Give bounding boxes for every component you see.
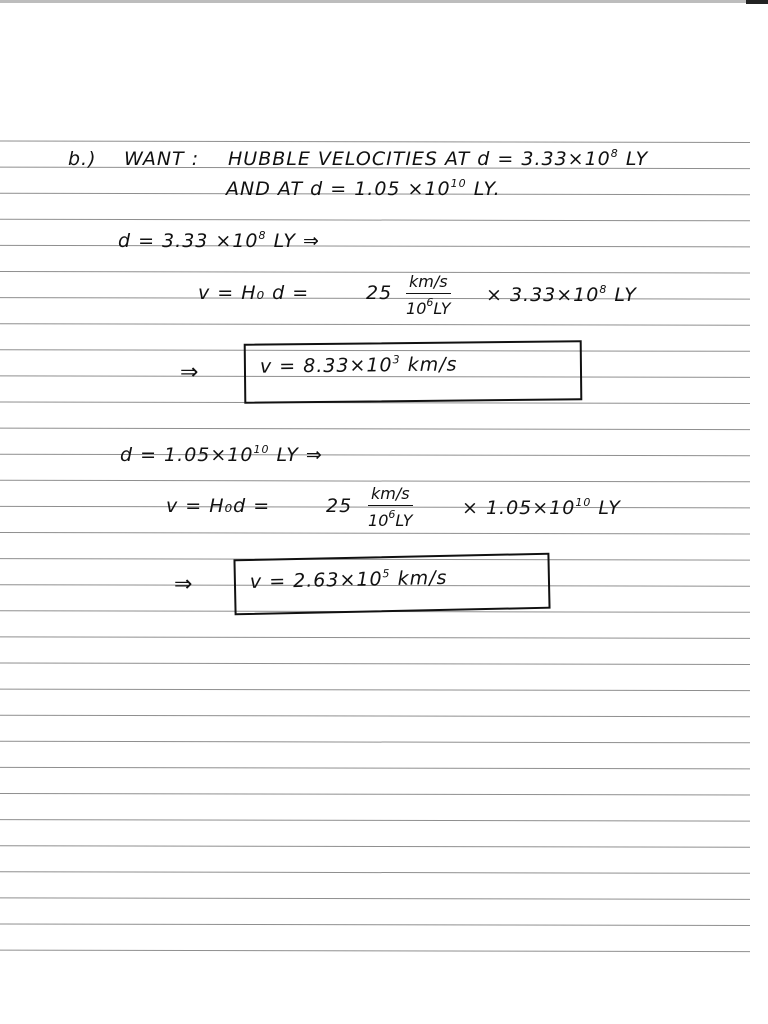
case2-given-exponent: 10 (253, 443, 270, 456)
case1-fraction-denominator (406, 294, 451, 318)
ruled-line (0, 820, 750, 822)
case1-result-unit: km/s (407, 353, 458, 377)
want-label: WANT : (124, 148, 200, 170)
ruled-line (0, 663, 750, 665)
case2-result (250, 567, 448, 592)
case2-multiplier (462, 497, 621, 518)
ruled-line (0, 219, 750, 221)
case1-given (118, 230, 320, 251)
ruled-line (0, 846, 750, 848)
case2-fraction (368, 484, 413, 530)
case2-arrow: ⇒ (174, 572, 194, 597)
case2-result-text: v = 2.63×10 (249, 568, 383, 593)
case1-result (260, 354, 458, 377)
case1-den-unit: LY (433, 299, 451, 318)
case1-given-tail: LY ⇒ (273, 230, 320, 252)
case2-den-unit: LY (395, 511, 413, 530)
case2-given-text: d = 1.05×10 (120, 444, 254, 466)
want-text-1: HUBBLE VELOCITIES AT d = 3.33×10 (228, 148, 611, 170)
ruled-line (0, 141, 750, 143)
case2-coefficient: 25 (326, 495, 353, 517)
case1-coefficient: 25 (366, 282, 393, 304)
ruled-line (0, 637, 750, 639)
want-exponent-2: 10 (450, 177, 467, 190)
want-unit-2: LY. (473, 178, 501, 200)
case2-multiplier-exponent: 10 (575, 496, 592, 509)
ruled-line (0, 872, 750, 874)
ruled-line (0, 454, 750, 456)
case1-result-text: v = 8.33×10 (259, 354, 393, 378)
ruled-line (0, 272, 750, 274)
case1-fraction (406, 272, 451, 318)
case1-fraction-numerator: km/s (406, 272, 451, 294)
case2-fraction-numerator: km/s (368, 484, 413, 506)
case2-multiplier-unit: LY (598, 497, 621, 519)
case2-den-exponent: 6 (388, 508, 396, 521)
ruled-line (0, 741, 750, 743)
ruled-line (0, 689, 750, 691)
case1-multiplier (486, 284, 637, 305)
case1-den-exponent: 6 (426, 296, 434, 309)
want-text-2: AND AT d = 1.05 ×10 (226, 178, 451, 200)
case1-result-exponent: 3 (392, 353, 401, 367)
case1-multiplier-unit: LY (614, 284, 637, 306)
case1-formula-lhs: v = H₀ d = (198, 282, 310, 304)
case2-formula-lhs: v = H₀d = (166, 495, 271, 517)
ruled-line (0, 324, 750, 326)
ruled-line (0, 480, 750, 482)
ruled-line (0, 950, 750, 952)
case2-multiplier-text: × 1.05×10 (462, 497, 576, 519)
case2-result-unit: km/s (397, 566, 448, 590)
ruled-line (0, 898, 750, 900)
case2-given (120, 444, 323, 465)
case2-answer-box (233, 553, 550, 616)
case1-multiplier-text: × 3.33×10 (486, 284, 600, 306)
case2-given-tail: LY ⇒ (276, 444, 323, 466)
case1-given-exponent: 8 (258, 229, 267, 242)
case1-answer-box (244, 340, 583, 404)
case2-den-base: 10 (368, 511, 389, 530)
case2-fraction-denominator (368, 506, 413, 530)
case2-result-exponent: 5 (382, 567, 391, 581)
case1-arrow: ⇒ (180, 360, 200, 385)
ruled-line (0, 794, 750, 796)
ruled-line (0, 245, 750, 247)
ruled-line (0, 715, 750, 717)
case1-given-text: d = 3.33 ×10 (118, 230, 259, 252)
ruled-line (0, 428, 750, 430)
case1-multiplier-exponent: 8 (599, 283, 608, 296)
ruled-line (0, 767, 750, 769)
want-exponent-1: 8 (610, 147, 619, 160)
want-unit-1: LY (625, 148, 649, 170)
ruled-line (0, 533, 750, 535)
case1-den-base: 10 (406, 299, 427, 318)
want-line-2 (226, 178, 501, 199)
part-label: b.) (68, 148, 97, 170)
ruled-line (0, 924, 750, 926)
want-line-1 (228, 148, 648, 169)
